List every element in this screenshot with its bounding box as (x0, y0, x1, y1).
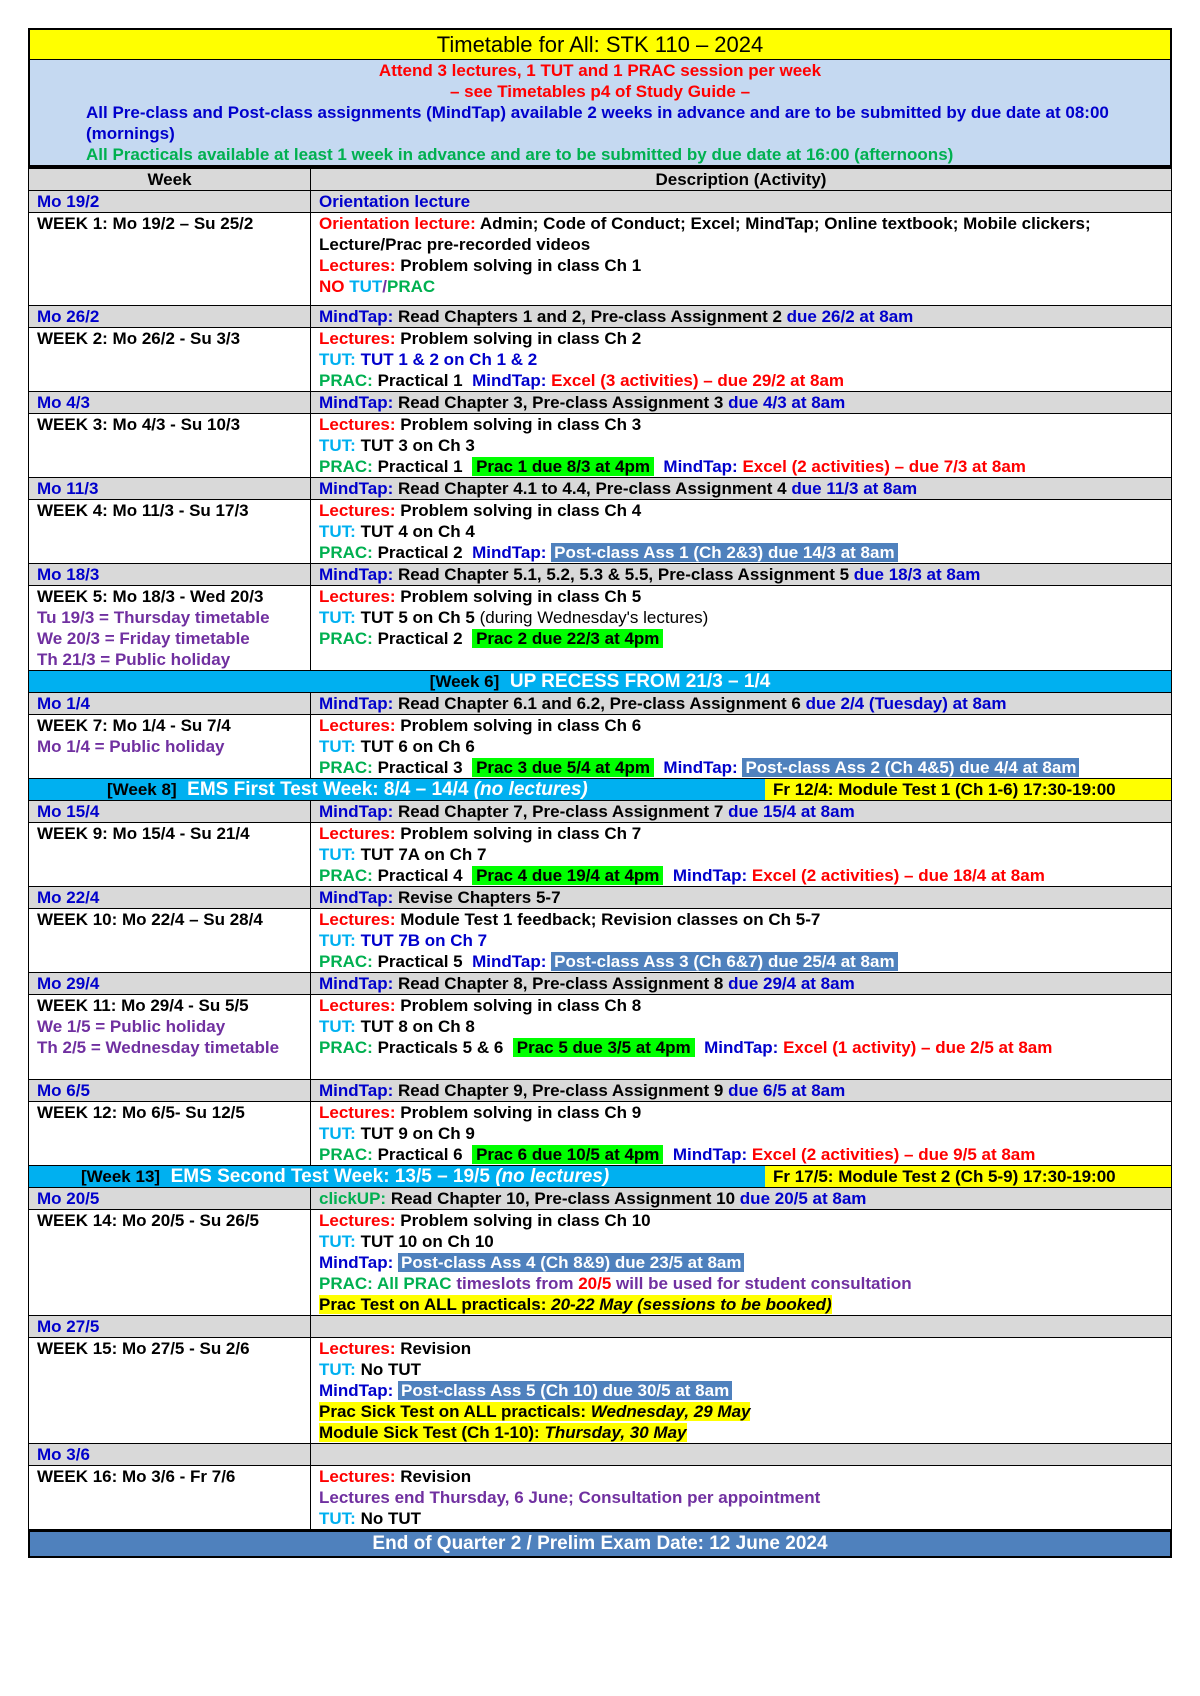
no-lectures-note: (no lectures) (495, 1166, 610, 1187)
module-sick-test-notice (319, 1423, 687, 1442)
lectures-text: Problem solving in class Ch 7 (400, 824, 642, 843)
mindtap-tag: MindTap: (319, 479, 394, 498)
activity-tag: Orientation lecture: (319, 214, 476, 233)
prac-tag: PRAC: (319, 1274, 373, 1293)
week-label (29, 586, 311, 671)
lectures-tag: Lectures: (319, 1339, 396, 1358)
sick-test-label: Module Sick Test (Ch 1-10): (319, 1423, 540, 1442)
preclass-text: Read Chapter 10, Pre-class Assignment 10 (390, 1189, 736, 1208)
tut-text: No TUT (360, 1509, 421, 1528)
mindtap-tag: MindTap: (472, 371, 547, 390)
mindtap-tag: MindTap: (672, 1145, 748, 1164)
monday-date: Mo 11/3 (29, 478, 311, 500)
timetable-note: Th 2/5 = Wednesday timetable (37, 1038, 280, 1057)
recess-text: UP RECESS FROM 21/3 – 1/4 (509, 671, 771, 692)
activity-text: Admin; Code of Conduct; Excel; MindTap; Online textbook; Mobile clickers; Lecture/Prac pre-recorded videos (319, 214, 1091, 254)
prac-label: PRAC (387, 277, 436, 296)
week-label: WEEK 4: Mo 11/3 - Su 17/3 (29, 500, 311, 564)
week-label: WEEK 3: Mo 4/3 - Su 10/3 (29, 414, 311, 478)
week-row (29, 1338, 1172, 1444)
lectures-tag: Lectures: (319, 501, 396, 520)
prac-tag: PRAC: (319, 629, 373, 648)
due-text: due 11/3 at 8am (791, 479, 918, 498)
lectures-text: Problem solving in class Ch 8 (400, 996, 642, 1015)
tut-tag: TUT: (319, 1017, 356, 1036)
monday-activity (311, 306, 1172, 328)
lectures-tag: Lectures: (319, 824, 396, 843)
tut-tag: TUT: (319, 845, 356, 864)
prac-tag: PRAC: (319, 866, 373, 885)
week-row (29, 586, 1172, 671)
prac-note-date: 20/5 (578, 1274, 612, 1293)
week-label: WEEK 12: Mo 6/5- Su 12/5 (29, 1102, 311, 1166)
week-activities (311, 715, 1172, 779)
week-row (29, 328, 1172, 392)
monday-row (29, 1444, 1172, 1466)
preclass-text: Read Chapter 9, Pre-class Assignment 9 (398, 1081, 724, 1100)
lectures-text: Problem solving in class Ch 3 (400, 415, 642, 434)
monday-date: Mo 22/4 (29, 887, 311, 909)
lectures-tag: Lectures: (319, 716, 396, 735)
lectures-text: Problem solving in class Ch 1 (400, 256, 642, 275)
mindtap-tag: MindTap: (704, 1038, 779, 1057)
monday-row (29, 1188, 1172, 1210)
lectures-tag: Lectures: (319, 996, 396, 1015)
week-label (29, 715, 311, 779)
prac-note: PRAC (403, 1274, 452, 1293)
exam-date-footer: End of Quarter 2 / Prelim Exam Date: 12 June 2024 (28, 1530, 1172, 1558)
preclass-text: Read Chapter 3, Pre-class Assignment 3 (398, 393, 724, 412)
week-label (29, 995, 311, 1080)
postclass-badge: Post-class Ass 3 (Ch 6&7) due 25/4 at 8am (551, 952, 897, 971)
prac-test-label: Prac Test on ALL practicals: (319, 1295, 547, 1314)
week-row (29, 1466, 1172, 1530)
week-row (29, 715, 1172, 779)
table-header-row (29, 168, 1172, 191)
test-week-banner (29, 1166, 1172, 1188)
monday-date: Mo 3/6 (29, 1444, 311, 1466)
preclass-text: Read Chapters 1 and 2, Pre-class Assignment 2 (398, 307, 782, 326)
due-text: due 26/2 at 8am (786, 307, 914, 326)
prac-text: Practical 2 (377, 629, 463, 648)
recess-week-label: [Week 6] (429, 672, 500, 691)
monday-row (29, 1316, 1172, 1338)
due-text: due 29/4 at 8am (728, 974, 855, 993)
sick-test-date: Thursday, 30 May (544, 1423, 687, 1442)
sick-test-label: Prac Sick Test on ALL practicals: (319, 1402, 587, 1421)
prac-text: Practical 3 (377, 758, 463, 777)
week-row (29, 414, 1172, 478)
holiday-note: We 1/5 = Public holiday (37, 1017, 226, 1036)
week-label-text: WEEK 7: Mo 1/4 - Su 7/4 (37, 716, 231, 735)
due-text: due 20/5 at 8am (739, 1189, 867, 1208)
monday-date: Mo 29/4 (29, 973, 311, 995)
week-row (29, 500, 1172, 564)
tut-tag: TUT: (319, 1232, 356, 1251)
lectures-tag: Lectures: (319, 1211, 396, 1230)
monday-date: Mo 15/4 (29, 801, 311, 823)
test-week-text: EMS Second Test Week: 13/5 – 19/5 (170, 1166, 490, 1187)
mindtap-tag: MindTap: (319, 1253, 394, 1272)
separator: / (382, 277, 388, 296)
monday-row (29, 887, 1172, 909)
week-row (29, 213, 1172, 306)
monday-date: Mo 18/3 (29, 564, 311, 586)
prac-tag: PRAC: (319, 1145, 373, 1164)
monday-activity (311, 693, 1172, 715)
prac-due-badge: Prac 2 due 22/3 at 4pm (472, 629, 663, 648)
postclass-badge: Post-class Ass 5 (Ch 10) due 30/5 at 8am (398, 1381, 732, 1400)
week-label: WEEK 15: Mo 27/5 - Su 2/6 (29, 1338, 311, 1444)
preclass-text: Read Chapter 8, Pre-class Assignment 8 (398, 974, 724, 993)
week-row (29, 909, 1172, 973)
monday-activity (311, 1188, 1172, 1210)
due-text: due 15/4 at 8am (728, 802, 855, 821)
lectures-tag: Lectures: (319, 910, 396, 929)
tut-text: TUT 6 on Ch 6 (360, 737, 475, 756)
monday-row (29, 973, 1172, 995)
preclass-text: Read Chapter 5.1, 5.2, 5.3 & 5.5, Pre-class Assignment 5 (398, 565, 850, 584)
monday-activity (311, 801, 1172, 823)
lectures-text: Problem solving in class Ch 9 (400, 1103, 642, 1122)
lectures-tag: Lectures: (319, 1467, 396, 1486)
monday-activity (311, 478, 1172, 500)
monday-row (29, 191, 1172, 213)
monday-activity (311, 564, 1172, 586)
tut-text: No TUT (360, 1360, 421, 1379)
prac-text: Practical 2 (377, 543, 463, 562)
tut-tag: TUT: (319, 737, 356, 756)
tut-text: TUT 8 on Ch 8 (360, 1017, 475, 1036)
mindtap-tag: MindTap: (472, 952, 547, 971)
module-test-badge: Fr 12/4: Module Test 1 (Ch 1-6) 17:30-19:00 (765, 779, 1171, 800)
tut-text: TUT 1 & 2 on Ch 1 & 2 (360, 350, 538, 369)
test-week-label: [Week 13] (81, 1167, 161, 1186)
tut-tag: TUT: (319, 1124, 356, 1143)
tut-tag: TUT: (319, 1360, 356, 1379)
week-activities (311, 995, 1172, 1080)
tut-tag: TUT: (319, 350, 356, 369)
monday-activity (311, 887, 1172, 909)
prac-text: Practical 1 (377, 457, 463, 476)
monday-activity (311, 973, 1172, 995)
timetable-sheet (28, 28, 1172, 1558)
lectures-tag: Lectures: (319, 329, 396, 348)
tut-note: (during Wednesday's lectures) (479, 608, 709, 627)
prac-test-dates: 20-22 May (sessions to be booked) (551, 1295, 832, 1314)
monday-activity: Orientation lecture (311, 191, 1172, 213)
week-label: WEEK 9: Mo 15/4 - Su 21/4 (29, 823, 311, 887)
monday-date: Mo 27/5 (29, 1316, 311, 1338)
prac-tag: PRAC: (319, 371, 373, 390)
monday-date: Mo 4/3 (29, 392, 311, 414)
timetable-header (28, 28, 1172, 167)
week-activities (311, 1210, 1172, 1316)
tut-text: TUT 10 on Ch 10 (360, 1232, 494, 1251)
lectures-text: Module Test 1 feedback; Revision classes on Ch 5-7 (400, 910, 821, 929)
prac-due-badge: Prac 6 due 10/5 at 4pm (472, 1145, 663, 1164)
monday-row (29, 564, 1172, 586)
monday-date: Mo 19/2 (29, 191, 311, 213)
preclass-text: Read Chapter 7, Pre-class Assignment 7 (398, 802, 724, 821)
mindtap-tag: MindTap: (319, 565, 394, 584)
test-week-text: EMS First Test Week: 8/4 – 14/4 (187, 779, 469, 800)
prac-tag: PRAC: (319, 952, 373, 971)
week-label-text: WEEK 11: Mo 29/4 - Su 5/5 (37, 996, 249, 1015)
mindtap-tag: MindTap: (663, 758, 738, 777)
mindtap-tag: MindTap: (319, 694, 394, 713)
mindtap-tag: MindTap: (319, 888, 394, 907)
week-row (29, 823, 1172, 887)
week-activities (311, 909, 1172, 973)
week-activities (311, 586, 1172, 671)
week-activities (311, 328, 1172, 392)
monday-row (29, 1080, 1172, 1102)
mindtap-tag: MindTap: (319, 1381, 394, 1400)
prac-text: Practical 4 (377, 866, 463, 885)
test-week-label: [Week 8] (107, 780, 177, 799)
mindtap-tag: MindTap: (319, 1081, 394, 1100)
lectures-text: Revision (400, 1339, 472, 1358)
week-label: WEEK 14: Mo 20/5 - Su 26/5 (29, 1210, 311, 1316)
prac-text: Practical 6 (377, 1145, 463, 1164)
column-header-description: Description (Activity) (311, 168, 1172, 191)
mindtap-tag: MindTap: (663, 457, 738, 476)
postclass-badge: Post-class Ass 1 (Ch 2&3) due 14/3 at 8am (551, 543, 897, 562)
tut-tag: TUT: (319, 931, 356, 950)
monday-row (29, 392, 1172, 414)
monday-activity (311, 392, 1172, 414)
tut-text: TUT 7A on Ch 7 (360, 845, 487, 864)
mindtap-tag: MindTap: (319, 974, 394, 993)
excel-text: Excel (2 activities) – due 9/5 at 8am (751, 1145, 1036, 1164)
monday-row (29, 801, 1172, 823)
week-label: WEEK 10: Mo 22/4 – Su 28/4 (29, 909, 311, 973)
prac-note: timeslots from (456, 1274, 574, 1293)
lectures-text: Problem solving in class Ch 2 (400, 329, 642, 348)
tut-label: TUT (349, 277, 383, 296)
lectures-tag: Lectures: (319, 587, 396, 606)
mindtap-tag: MindTap: (319, 393, 394, 412)
prac-due-badge: Prac 4 due 19/4 at 4pm (472, 866, 663, 885)
mindtap-tag: MindTap: (472, 543, 547, 562)
header-line-assignments: All Pre-class and Post-class assignments (MindTap) available 2 weeks in advance and are to be submitted by due date at 08:00 (mornings) (86, 103, 1109, 143)
lectures-text: Problem solving in class Ch 5 (400, 587, 642, 606)
header-line-guide: – see Timetables p4 of Study Guide – (449, 82, 751, 101)
monday-row (29, 306, 1172, 328)
column-header-week: Week (29, 168, 311, 191)
holiday-note: Mo 1/4 = Public holiday (37, 737, 225, 756)
module-test-badge: Fr 17/5: Module Test 2 (Ch 5-9) 17:30-19:00 (765, 1166, 1171, 1187)
prac-due-badge: Prac 3 due 5/4 at 4pm (472, 758, 654, 777)
lectures-tag: Lectures: (319, 256, 396, 275)
tut-text: TUT 9 on Ch 9 (360, 1124, 475, 1143)
test-week-row (29, 779, 1172, 801)
prac-note: will be used for student consultation (616, 1274, 912, 1293)
no-lectures-note: (no lectures) (473, 779, 588, 800)
recess-banner (29, 671, 1172, 693)
monday-row (29, 478, 1172, 500)
prac-test-notice (319, 1295, 832, 1314)
preclass-text: Read Chapter 6.1 and 6.2, Pre-class Assignment 6 (398, 694, 801, 713)
prac-text: Practicals 5 & 6 (377, 1038, 504, 1057)
week-activities (311, 1466, 1172, 1530)
week-label: WEEK 2: Mo 26/2 - Su 3/3 (29, 328, 311, 392)
week-activities (311, 1102, 1172, 1166)
monday-activity (311, 1080, 1172, 1102)
prac-due-badge: Prac 5 due 3/5 at 4pm (513, 1038, 695, 1057)
due-text: due 4/3 at 8am (728, 393, 846, 412)
timetable-note: We 20/3 = Friday timetable (37, 629, 250, 648)
prac-tag: PRAC: (319, 1038, 373, 1057)
prac-tag: PRAC: (319, 758, 373, 777)
lectures-text: Problem solving in class Ch 6 (400, 716, 642, 735)
tut-text: TUT 5 on Ch 5 (360, 608, 475, 627)
monday-date: Mo 6/5 (29, 1080, 311, 1102)
due-text: due 6/5 at 8am (728, 1081, 846, 1100)
holiday-note: Th 21/3 = Public holiday (37, 650, 231, 669)
postclass-badge: Post-class Ass 2 (Ch 4&5) due 4/4 at 8am (742, 758, 1079, 777)
clickup-tag: clickUP: (319, 1189, 387, 1208)
monday-activity (311, 1444, 1172, 1466)
week-row (29, 1210, 1172, 1316)
lectures-tag: Lectures: (319, 1103, 396, 1122)
sick-test-date: Wednesday, 29 May (590, 1402, 751, 1421)
lectures-text: Problem solving in class Ch 4 (400, 501, 642, 520)
monday-row (29, 693, 1172, 715)
prac-tag: PRAC: (319, 543, 373, 562)
week-activities (311, 823, 1172, 887)
monday-activity (311, 1316, 1172, 1338)
prac-note: All (376, 1274, 399, 1293)
week-activities (311, 1338, 1172, 1444)
tut-text: TUT 7B on Ch 7 (360, 931, 488, 950)
prac-due-badge: Prac 1 due 8/3 at 4pm (472, 457, 654, 476)
header-line-attendance: Attend 3 lectures, 1 TUT and 1 PRAC session per week (378, 61, 822, 80)
header-line-practicals: All Practicals available at least 1 week in advance and are to be submitted by due date at 16:00 (afternoons) (86, 145, 954, 164)
no-label: NO (319, 277, 345, 296)
excel-text: Excel (2 activities) – due 18/4 at 8am (751, 866, 1045, 885)
prac-text: Practical 5 (377, 952, 463, 971)
tut-text: TUT 3 on Ch 3 (360, 436, 475, 455)
test-week-row (29, 1166, 1172, 1188)
week-row (29, 1102, 1172, 1166)
tut-tag: TUT: (319, 608, 356, 627)
tut-tag: TUT: (319, 436, 356, 455)
week-activities (311, 500, 1172, 564)
monday-date: Mo 26/2 (29, 306, 311, 328)
timetable (28, 167, 1172, 1530)
postclass-badge: Post-class Ass 4 (Ch 8&9) due 23/5 at 8am (398, 1253, 744, 1272)
week-label-text: WEEK 5: Mo 18/3 - Wed 20/3 (37, 587, 264, 606)
tut-text: TUT 4 on Ch 4 (360, 522, 475, 541)
preclass-text: Read Chapter 4.1 to 4.4, Pre-class Assignment 4 (398, 479, 787, 498)
week-label: WEEK 1: Mo 19/2 – Su 25/2 (29, 213, 311, 306)
prac-text: Practical 1 (377, 371, 463, 390)
week-row (29, 995, 1172, 1080)
preclass-text: Revise Chapters 5-7 (398, 888, 561, 907)
excel-text: Excel (1 activity) – due 2/5 at 8am (783, 1038, 1053, 1057)
lectures-tag: Lectures: (319, 415, 396, 434)
mindtap-tag: MindTap: (319, 802, 394, 821)
due-text: due 18/3 at 8am (853, 565, 981, 584)
prac-tag: PRAC: (319, 457, 373, 476)
week-label: WEEK 16: Mo 3/6 - Fr 7/6 (29, 1466, 311, 1530)
monday-date: Mo 20/5 (29, 1188, 311, 1210)
lectures-text: Problem solving in class Ch 10 (400, 1211, 651, 1230)
lectures-text: Revision (400, 1467, 472, 1486)
timetable-note: Tu 19/3 = Thursday timetable (37, 608, 270, 627)
page-title: Timetable for All: STK 110 – 2024 (30, 30, 1170, 60)
sick-test-notice (319, 1402, 750, 1421)
mindtap-tag: MindTap: (319, 307, 394, 326)
mindtap-tag: MindTap: (672, 866, 748, 885)
tut-tag: TUT: (319, 522, 356, 541)
week-activities (311, 414, 1172, 478)
test-week-banner (29, 779, 1172, 801)
monday-date: Mo 1/4 (29, 693, 311, 715)
excel-text: Excel (3 activities) – due 29/2 at 8am (551, 371, 845, 390)
week-activities (311, 213, 1172, 306)
excel-text: Excel (2 activities) – due 7/3 at 8am (742, 457, 1026, 476)
tut-tag: TUT: (319, 1509, 356, 1528)
recess-row (29, 671, 1172, 693)
lectures-end-note: Lectures end Thursday, 6 June; Consultation per appointment (319, 1488, 821, 1507)
due-text: due 2/4 (Tuesday) at 8am (805, 694, 1007, 713)
